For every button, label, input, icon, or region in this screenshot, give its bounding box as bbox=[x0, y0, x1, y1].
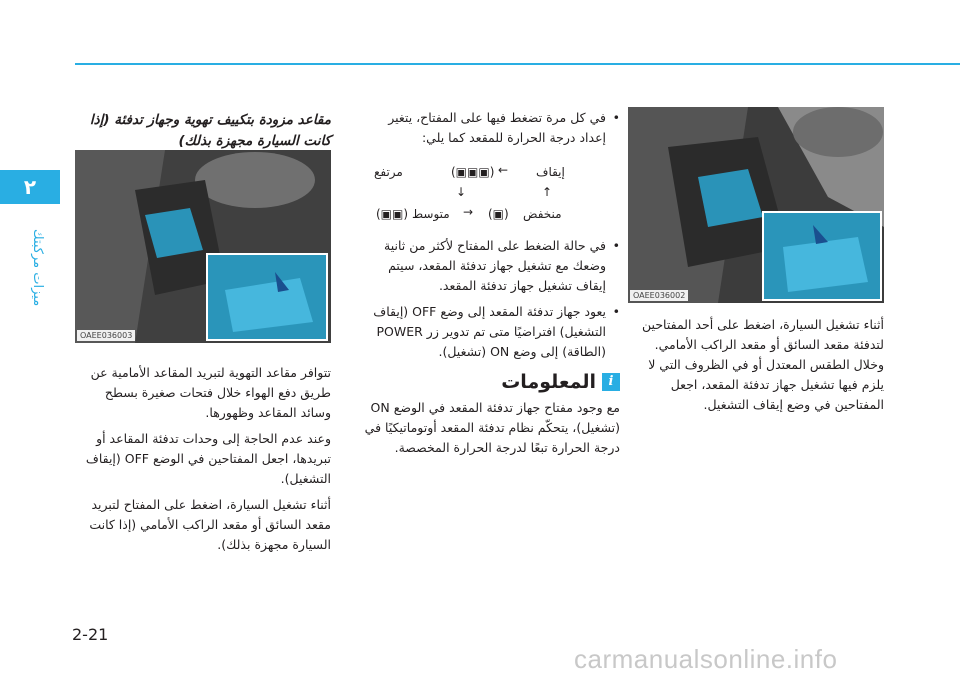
bullet-item: • يعود جهاز تدفئة المقعد إلى وضع OFF (إيقاف التشغيل) افتراضيًا متى تم تدوير زر POWER (الطاقة) إلى وضع ON (تشغيل). bbox=[358, 302, 620, 362]
info-icon: i bbox=[602, 373, 620, 391]
temperature-cycle-diagram bbox=[358, 156, 620, 226]
paragraph: وعند عدم الحاجة إلى وحدات تدفئة المقاعد أو تبريدها، اجعل المفتاحين في الوضع OFF (إيقاف التشغيل). bbox=[85, 431, 331, 486]
arrow-icon: → bbox=[463, 205, 474, 219]
column-right bbox=[628, 315, 884, 421]
photo-code: OAEE036002 bbox=[630, 290, 688, 301]
arrow-icon: ← bbox=[498, 163, 509, 177]
cycle-off: إيقاف bbox=[536, 165, 565, 179]
cycle-low: منخفض bbox=[523, 207, 562, 221]
console-illustration bbox=[628, 107, 884, 303]
chapter-label: ميزات مركبتك bbox=[30, 229, 45, 307]
info-title: المعلومات bbox=[501, 371, 596, 393]
watermark: carmanualsonline.info bbox=[574, 644, 838, 674]
photo-spacer bbox=[75, 158, 331, 363]
arrow-icon: ↑ bbox=[542, 185, 553, 199]
bullet-item: • في كل مرة تضغط فيها على المفتاح، يتغير إعداد درجة الحرارة للمقعد كما يلي: bbox=[358, 108, 620, 148]
paragraph: أثناء تشغيل السيارة، اضغط على أحد المفتاحين لتدفئة مقعد السائق أو مقعد الراكب الأمامي. وخلال الطقس المعتدل أو في الظروف التي لا يلزم فيها تشغيل جهاز تدفئة المقعد، اجعل المفتاحين في وضع إيقاف التشغيل. bbox=[642, 317, 884, 412]
column-left bbox=[75, 110, 331, 561]
arrow-icon: ↓ bbox=[456, 185, 467, 199]
page-number: 2-21 bbox=[72, 625, 109, 644]
cycle-medium: متوسط bbox=[412, 207, 450, 221]
cycle-medium-indicator-icon: (▣▣) bbox=[376, 207, 409, 221]
bullet-item: • في حالة الضغط على المفتاح لأكثر من ثانية وضعك مع تشغيل جهاز تدفئة المقعد، سيتم إيقاف تشغيل جهاز تدفئة المقعد. bbox=[358, 236, 620, 296]
photo-code: OAEE036003 bbox=[77, 330, 135, 341]
paragraph: أثناء تشغيل السيارة، اضغط على المفتاح لتبريد مقعد السائق أو مقعد الراكب الأمامي (إذا كانت السيارة مجهزة بذلك). bbox=[89, 497, 331, 552]
info-heading bbox=[358, 372, 620, 392]
seat-switch-photo-driver bbox=[628, 107, 884, 303]
cycle-high: مرتفع bbox=[374, 165, 403, 179]
cycle-low-indicator-icon: (▣) bbox=[488, 207, 509, 221]
chapter-number: ٢ bbox=[23, 175, 37, 199]
paragraph: تتوافر مقاعد التهوية لتبريد المقاعد الأمامية عن طريق دفع الهواء خلال فتحات صغيرة بسطح وسائد المقاعد وظهورها. bbox=[90, 365, 331, 420]
info-text: مع وجود مفتاح جهاز تدفئة المقعد في الوضع ON (تشغيل)، يتحكّم نظام تدفئة المقعد أوتوماتيكيًا في درجة الحرارة تبعًا لدرجة الحرارة المخصصة. bbox=[364, 400, 620, 455]
column-middle bbox=[358, 108, 620, 464]
top-rule bbox=[75, 63, 960, 65]
section-heading: مقاعد مزودة بتكييف تهوية وجهاز تدفئة (إذا كانت السيارة مجهزة بذلك) bbox=[89, 112, 331, 149]
cycle-high-indicator-icon: (▣▣▣) bbox=[451, 165, 495, 179]
